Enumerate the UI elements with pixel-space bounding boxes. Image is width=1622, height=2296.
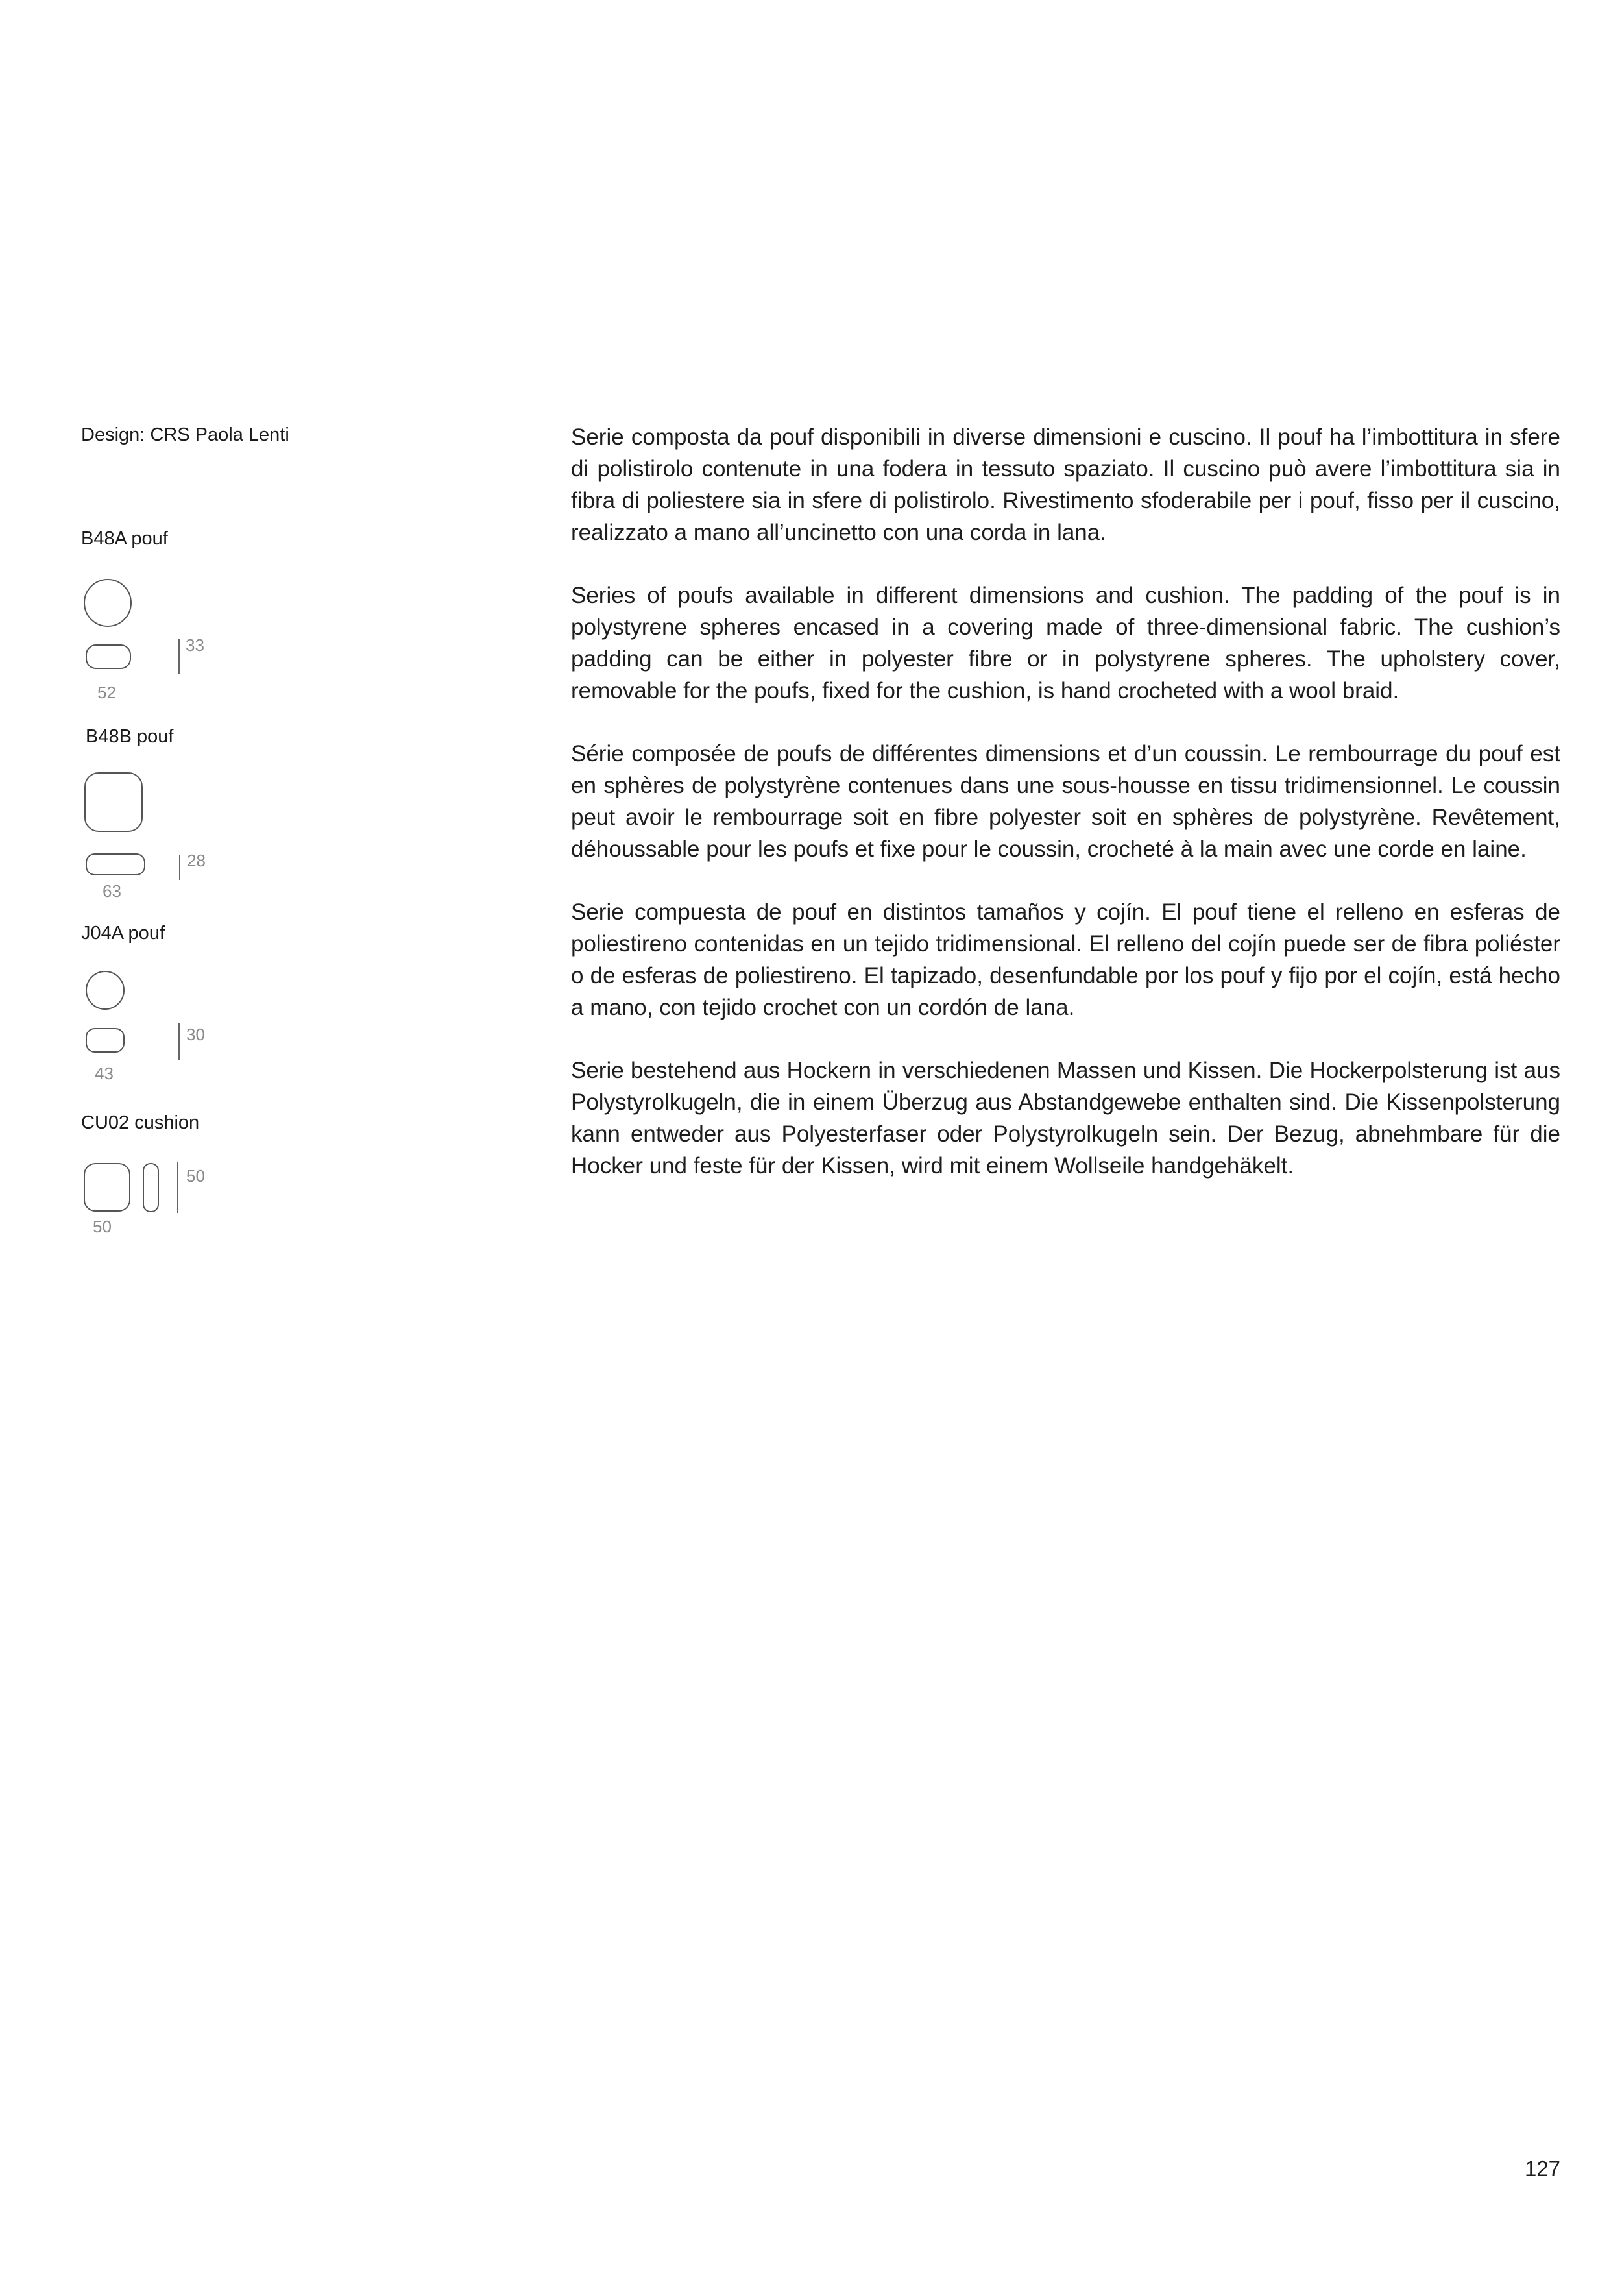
b48b-height-marker (179, 855, 180, 880)
paragraph-german: Serie bestehend aus Hockern in verschiedenen Massen und Kissen. Die Hockerpolsterung ist aus Polystyrolkugeln, die in einem Überzug aus Abstandgewebe enthalten sind. Die Kissenpolsterung kann entweder aus Polyesterfaser oder Polystyrolkugeln sein. Der Bezug, abnehmbare für die Hocker und feste für der Kissen, wird mit einem Wollseile handgehäkelt. (571, 1058, 1560, 1179)
j04a-top-view-icon (86, 971, 125, 1010)
b48a-height-dimension: 33 (186, 635, 204, 655)
b48b-top-view-icon (84, 772, 143, 832)
j04a-height-dimension: 30 (186, 1025, 205, 1044)
b48b-width-dimension: 63 (103, 881, 121, 901)
j04a-side-view-icon (86, 1028, 125, 1053)
product-name-j04a: J04A pouf (81, 923, 165, 944)
paragraph-french: Série composée de poufs de différentes dimensions et d’un coussin. Le rembourrage du pouf est en sphères de polystyrène contenues dans une sous-housse en tissu tridimensionnel. Le coussin peut avoir le rembourrage soit en fibre polyester soit en sphères de polystyrène. Revêtement, déhoussable pour les poufs et fixe pour le coussin, crocheté à la main avec une corde en laine. (571, 741, 1560, 862)
b48a-top-view-icon (84, 579, 132, 627)
b48b-side-view-icon (86, 853, 145, 875)
cu02-side-view-icon (143, 1163, 159, 1212)
product-name-cu02: CU02 cushion (81, 1112, 200, 1133)
cu02-front-view-icon (84, 1163, 130, 1212)
product-name-b48b: B48B pouf (86, 726, 174, 747)
j04a-height-marker (178, 1023, 180, 1060)
b48a-width-dimension: 52 (97, 683, 116, 702)
description-text (571, 421, 1560, 1213)
paragraph-english: Series of poufs available in different dimensions and cushion. The padding of the pouf is in polystyrene spheres encased in a covering made of three-dimensional fabric. The cushion’s padding can be either in polyester fibre or in polystyrene spheres. The upholstery cover, removable for the poufs, fixed for the cushion, is hand crocheted with a wool braid. (571, 583, 1560, 703)
b48a-height-marker (178, 639, 180, 674)
cu02-height-dimension: 50 (186, 1166, 205, 1186)
cu02-width-dimension: 50 (93, 1217, 112, 1236)
b48a-side-view-icon (86, 644, 131, 669)
page-number: 127 (1524, 2156, 1560, 2180)
cu02-height-marker (177, 1162, 178, 1213)
paragraph-spanish: Serie compuesta de pouf en distintos tamaños y cojín. El pouf tiene el relleno en esferas de poliestireno contenidas en un tejido tridimensional. El relleno del cojín puede ser de fibra poliéster o de esferas de poliestireno. El tapizado, desenfundable por los pouf y fijo por el cojín, está hecho a mano, con tejido crochet con un cordón de lana. (571, 899, 1560, 1020)
j04a-width-dimension: 43 (95, 1064, 114, 1083)
product-name-b48a: B48A pouf (81, 528, 168, 549)
designer-credit: Design: CRS Paola Lenti (81, 424, 289, 445)
b48b-height-dimension: 28 (187, 851, 206, 870)
paragraph-italian: Serie composta da pouf disponibili in diverse dimensioni e cuscino. Il pouf ha l’imbottitura in sfere di polistirolo contenute in una fodera in tessuto spaziato. Il cuscino può avere l’imbottitura sia in fibra di poliestere sia in sfere di polistirolo. Rivestimento sfoderabile per i pouf, fisso per il cuscino, realizzato a mano all’uncinetto con una corda in lana. (571, 424, 1560, 545)
